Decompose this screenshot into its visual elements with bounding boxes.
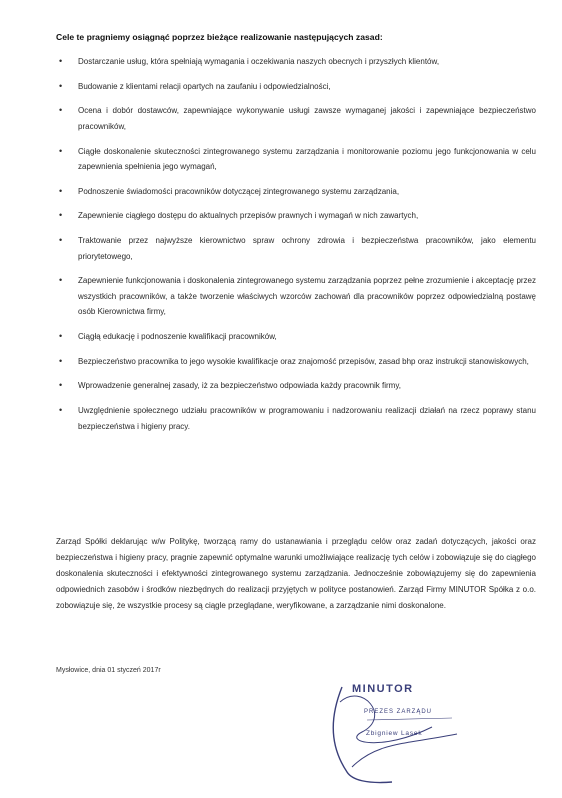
principle-item — [56, 378, 536, 394]
principle-text: Ocena i dobór dostawców, zapewniające wykonywanie usługi zawsze wymaganej jakości i zapewniające bezpieczeństwo pracowników, — [78, 106, 536, 131]
bullet-icon: • — [59, 185, 63, 196]
principle-text: Uwzględnienie społecznego udziału pracowników w programowaniu i nadzorowaniu realizacji działań na rzecz poprawy stanu bezpieczeństwa i higieny pracy. — [78, 406, 536, 431]
principle-text: Dostarczanie usług, która spełniają wymagania i oczekiwania naszych obecnych i przyszłych klientów, — [78, 57, 440, 66]
bullet-icon: • — [59, 275, 63, 286]
stamp-board-title: PREZES ZARZĄDU — [364, 709, 433, 715]
principle-text: Wprowadzenie generalnej zasady, iż za bezpieczeństwo odpowiada każdy pracownik firmy, — [78, 381, 401, 391]
bullet-icon: • — [59, 380, 63, 391]
principle-text: Bezpieczeństwo pracownika to jego wysokie kwalifikacje oraz znajomość przepisów, zasad bhp oraz instrukcji stanowiskowych, — [78, 356, 529, 366]
intro-heading: Cele te pragniemy osiągnąć poprzez bieżące realizowanie następujących zasad: — [56, 32, 383, 42]
bullet-icon: • — [59, 145, 63, 156]
principle-item — [56, 103, 536, 134]
closing-paragraph: Zarząd Spółki deklarując w/w Politykę, tworzącą ramy do ustanawiania i przeglądu celów oraz zadań dotyczących, jakości oraz bezpieczeństwa i higieny pracy, pragnie zapewnić optymalne warunki umożliwiające realizację tych celów i zobowiązuje się do ciągłego doskonalenia skuteczności i efektywności zintegrowanego systemu zarządzania. Jednocześnie zobowiązujemy się do zapewnienia odpowiednich zasobów i środków niezbędnych do realizacji przyjętych w polityce postanowień. Zarząd Firmy MINUTOR Spółka z o.o. zobowiązuje się, że wszystkie procesy są ciągle przeglądane, weryfikowane, a zarządzanie nimi doskonalone. — [56, 537, 536, 610]
principles-list — [56, 54, 536, 443]
principle-text: Podnoszenie świadomości pracowników dotyczącej zintegrowanego systemu zarządzania, — [78, 186, 400, 196]
principle-item — [56, 403, 536, 434]
stamp-company: MINUTOR — [352, 683, 414, 695]
principle-item — [56, 144, 536, 175]
principle-item — [56, 329, 536, 345]
bullet-icon: • — [59, 56, 63, 66]
principle-item — [56, 208, 536, 224]
principle-text: Zapewnienie ciągłego dostępu do aktualnych przepisów prawnych i wymagań w nich zawartych, — [78, 211, 419, 221]
principle-item — [56, 54, 536, 70]
principle-item — [56, 273, 536, 320]
bullet-icon: • — [59, 331, 63, 341]
bullet-icon: • — [59, 235, 63, 246]
bullet-icon: • — [59, 405, 63, 416]
bullet-icon: • — [59, 80, 63, 91]
bullet-icon: • — [59, 105, 63, 116]
principle-text: Ciągłą edukację i podnoszenie kwalifikacji pracowników, — [78, 332, 277, 341]
principle-item — [56, 79, 536, 95]
principle-text: Ciągłe doskonalenie skuteczności zintegrowanego systemu zarządzania i monitorowanie poziomu jego funkcjonowania w celu zapewnienia spełnienia jego wymagań, — [78, 146, 536, 172]
principle-text: Budowanie z klientami relacji opartych na zaufaniu i odpowiedzialności, — [78, 81, 331, 91]
principle-text: Traktowanie przez najwyższe kierownictwo spraw ochrony zdrowia i bezpieczeństwa pracowników, jako elementu priorytetowego, — [78, 236, 536, 261]
principle-item — [56, 184, 536, 200]
principle-text: Zapewnienie funkcjonowania i doskonalenia zintegrowanego systemu zarządzania poprzez pełne zrozumienie i akceptację przez wszystkich pracowników, a także tworzenie właściwych wzorców zachowań dla pracowników poprzez odpowiedzialną postawę osób Kierownictwa firmy, — [78, 276, 536, 317]
stamp-signatory-name: Zbigniew Lasek — [366, 730, 423, 737]
principle-item — [56, 354, 536, 370]
bullet-icon: • — [59, 355, 63, 366]
bullet-icon: • — [59, 210, 63, 221]
principle-item — [56, 233, 536, 264]
place-and-date: Mysłowice, dnia 01 styczeń 2017r — [56, 667, 161, 674]
